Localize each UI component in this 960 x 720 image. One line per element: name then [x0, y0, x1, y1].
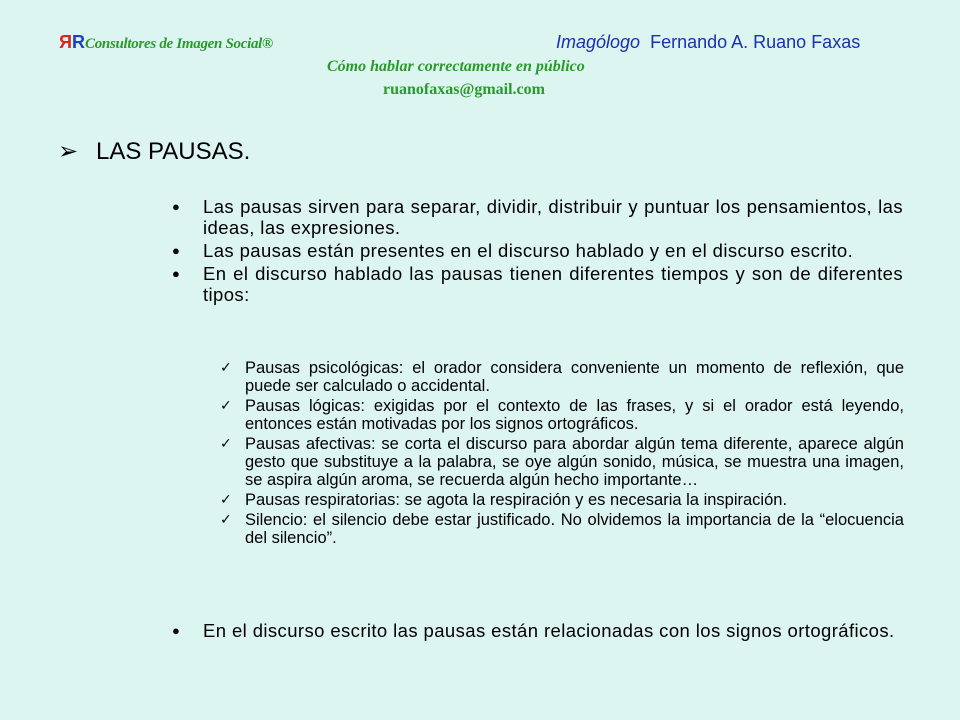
- final-bullet-list: [172, 620, 903, 643]
- list-item: ● Las pausas están presentes en el discurso hablado y en el discurso escrito.: [172, 240, 854, 261]
- check-icon: ✓: [220, 360, 232, 376]
- author-name: Fernando A. Ruano Faxas: [650, 32, 861, 52]
- company-name: Consultores de Imagen Social®: [85, 36, 273, 52]
- list-item: ✓ Silencio: el silencio debe estar justificado. No olvidemos la importancia de la “elocuencia del silencio”.: [220, 511, 904, 547]
- arrow-bullet-icon: ➢: [58, 138, 79, 165]
- list-item: ✓ Pausas lógicas: exigidas por el contexto de las frases, y si el orador está leyendo, entonces están motivadas por los signos ortográficos.: [220, 397, 904, 433]
- author-header: [556, 32, 860, 53]
- author-role: Imagólogo: [556, 32, 641, 52]
- company-logo: RR: [59, 32, 85, 52]
- bullet-icon: ●: [172, 199, 181, 214]
- list-item: ✓ Pausas respiratorias: se agota la respiración y es necesaria la inspiración.: [220, 491, 788, 509]
- pause-types-list: [220, 359, 904, 549]
- list-item: ● En el discurso hablado las pausas tienen diferentes tiempos y son de diferentes tipos:: [172, 263, 903, 305]
- list-item: ✓ Pausas afectivas: se corta el discurso para abordar algún tema diferente, aparece algún gesto que substituye a la palabra, se oye algún sonido, música, se muestra una imagen, se aspira algún aroma, se recuerda algún hecho importante…: [220, 435, 904, 489]
- check-icon: ✓: [220, 436, 232, 452]
- list-item: ● En el discurso escrito las pausas están relacionadas con los signos ortográficos.: [172, 620, 895, 641]
- section-title-text: LAS PAUSAS.: [96, 138, 251, 165]
- course-subtitle: Cómo hablar correctamente en público: [327, 58, 585, 75]
- bullet-icon: ●: [172, 243, 181, 258]
- bullet-icon: ●: [172, 623, 181, 638]
- list-item: ● Las pausas sirven para separar, dividir, distribuir y puntuar los pensamientos, las ideas, las expresiones.: [172, 196, 903, 238]
- section-title: [58, 137, 250, 166]
- bullet-icon: ●: [172, 266, 181, 281]
- company-header: [59, 32, 273, 53]
- main-bullet-list: [172, 196, 903, 307]
- check-icon: ✓: [220, 512, 232, 528]
- check-icon: ✓: [220, 398, 232, 414]
- contact-email: ruanofaxas@gmail.com: [383, 81, 545, 98]
- check-icon: ✓: [220, 492, 232, 508]
- list-item: ✓ Pausas psicológicas: el orador considera conveniente un momento de reflexión, que puede ser calculado o accidental.: [220, 359, 904, 395]
